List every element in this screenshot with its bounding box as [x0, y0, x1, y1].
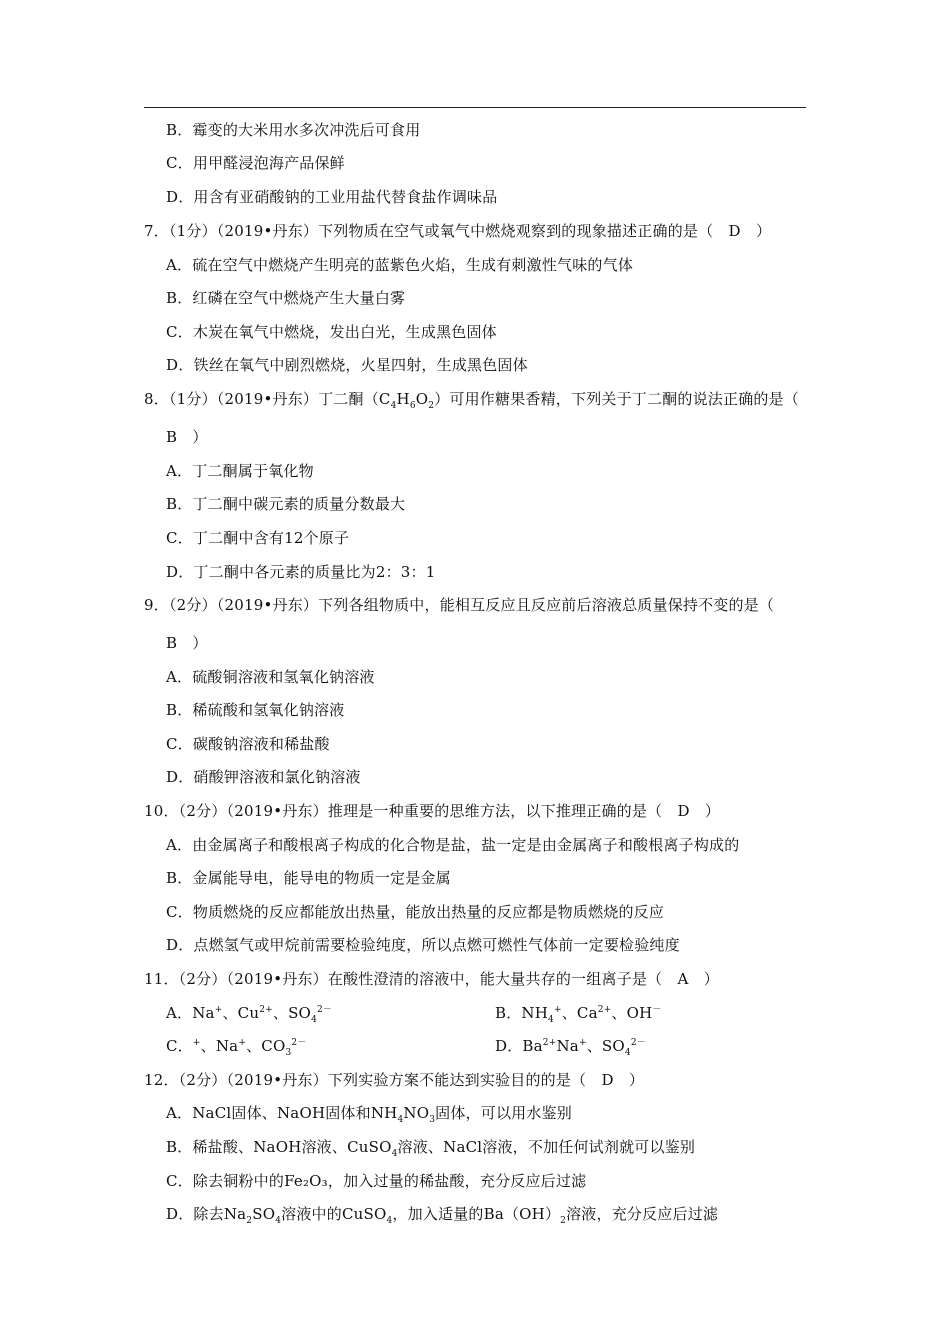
q11-stem: 11．（2分）（2019•丹东）在酸性澄清的溶液中，能大量共存的一组离子是（ A ） [144, 970, 719, 988]
q9-answer: B ） [166, 634, 208, 652]
q6-option-c: C．用甲醛浸泡海产品保鲜 [166, 154, 345, 172]
q9-option-a: A．硫酸铜溶液和氢氧化钠溶液 [166, 668, 375, 686]
q8-answer: B ） [166, 428, 208, 446]
q10-option-d: D．点燃氢气或甲烷前需要检验纯度，所以点燃可燃性气体前一定要检验纯度 [166, 936, 680, 954]
header-rule [144, 107, 806, 108]
q12-option-b: B．稀盐酸、NaOH溶液、CuSO$_4$溶液、NaCl溶液，不加任何试剂就可以鉴别 [166, 1138, 696, 1159]
q7-stem: 7．（1分）（2019•丹东）下列物质在空气或氧气中燃烧观察到的现象描述正确的是（ D ） [144, 222, 772, 240]
q12-option-a: A．NaCl固体、NaOH固体和$NH_4NO_3$固体，可以用水鉴别 [166, 1104, 572, 1125]
q12-stem: 12．（2分）（2019•丹东）下列实验方案不能达到实验目的的是（ D ） [144, 1071, 645, 1089]
q8-option-d: D．丁二酮中各元素的质量比为2：3：1 [166, 563, 436, 581]
q8-option-a: A．丁二酮属于氧化物 [166, 462, 314, 480]
q12-option-d: D．除去$Na_2SO_4$溶液中的CuSO$_4$，加入适量的$Ba(OH)_2$溶液，充分反应后过滤 [166, 1205, 719, 1226]
q9-option-c: C．碳酸钠溶液和稀盐酸 [166, 735, 330, 753]
q7-option-a: A．硫在空气中燃烧产生明亮的蓝紫色火焰，生成有刺激性气味的气体 [166, 256, 634, 274]
q7-option-c: C．木炭在氧气中燃烧，发出白光，生成黑色固体 [166, 323, 497, 341]
q9-option-b: B．稀硫酸和氢氧化钠溶液 [166, 701, 345, 719]
q10-stem: 10．（2分）（2019•丹东）推理是一种重要的思维方法，以下推理正确的是（ D ） [144, 802, 721, 820]
q12-option-c: C．除去铜粉中的Fe₂O₃，加入过量的稀盐酸，充分反应后过滤 [166, 1172, 587, 1190]
q10-option-c: C．物质燃烧的反应都能放出热量，能放出热量的反应都是物质燃烧的反应 [166, 903, 665, 921]
q7-option-b: B．红磷在空气中燃烧产生大量白雾 [166, 289, 406, 307]
q8-option-b: B．丁二酮中碳元素的质量分数最大 [166, 495, 406, 513]
q7-option-d: D．铁丝在氧气中剧烈燃烧，火星四射，生成黑色固体 [166, 356, 528, 374]
q11-option-d: D．$Ba^{2+}Na^+$、$SO_4^{2-}$ [495, 1037, 646, 1058]
q11-option-b: B．$NH_4^+$、$Ca^{2+}$、OH－ [495, 1004, 662, 1025]
q9-option-d: D．硝酸钾溶液和氯化钠溶液 [166, 768, 361, 786]
q6-option-d: D．用含有亚硝酸钠的工业用盐代替食盐作调味品 [166, 188, 498, 206]
q6-option-b: B．霉变的大米用水多次冲洗后可食用 [166, 121, 421, 139]
q8-stem: 8．（1分）（2019•丹东）丁二酮$(C_4H_6O_2)$可用作糖果香精，下列关于丁二酮的说法正确的是（ [144, 390, 799, 411]
q10-option-a: A．由金属离子和酸根离子构成的化合物是盐，盐一定是由金属离子和酸根离子构成的 [166, 836, 740, 854]
q10-option-b: B．金属能导电，能导电的物质一定是金属 [166, 869, 451, 887]
q11-option-a: A．Na+、$Cu^{2+}$、$SO_4^{2-}$ [166, 1004, 333, 1025]
q11-option-c: C．+、Na+、$CO_3^{2-}$ [166, 1037, 307, 1058]
q8-option-c: C．丁二酮中含有12个原子 [166, 529, 350, 547]
q9-stem: 9．（2分）（2019•丹东）下列各组物质中，能相互反应且反应前后溶液总质量保持不变的是（ [144, 596, 775, 614]
